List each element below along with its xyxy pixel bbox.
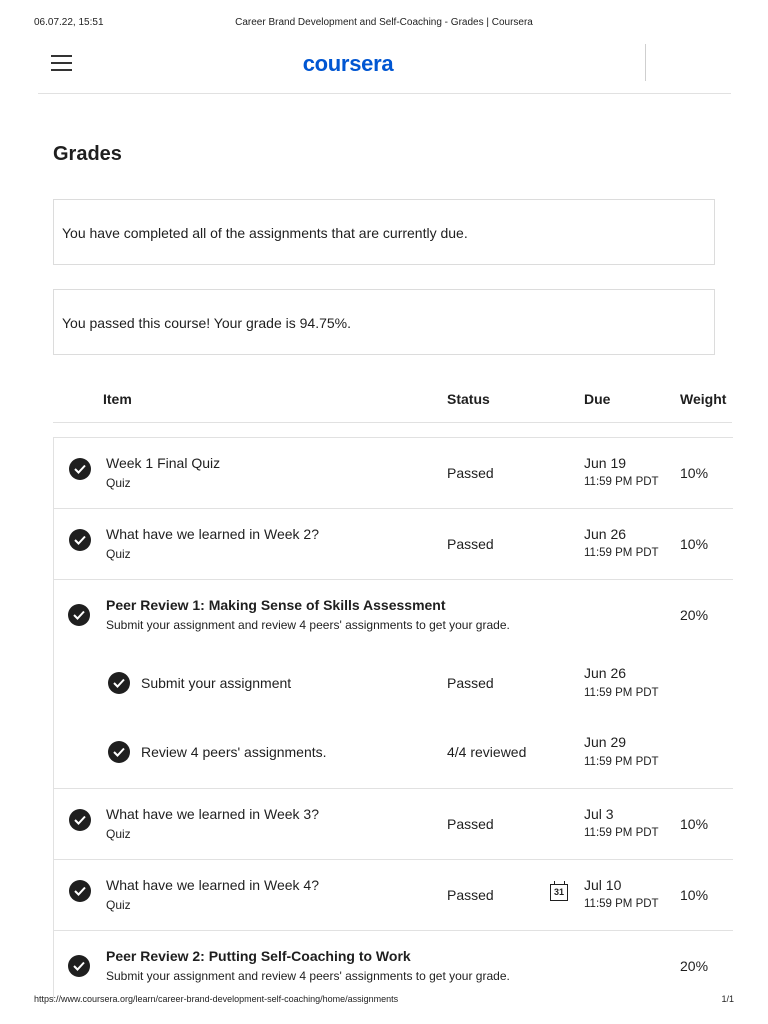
item-weight: 10% — [680, 536, 709, 552]
table-row-peer-review[interactable] — [54, 580, 733, 789]
due-date: Jun 26 — [584, 526, 627, 542]
item-description: Submit your assignment and review 4 peers' assignments to get your grade. — [106, 969, 510, 983]
item-link[interactable]: What have we learned in Week 2? — [106, 526, 319, 542]
item-link[interactable]: Peer Review 1: Making Sense of Skills Assessment — [106, 597, 446, 613]
print-header — [0, 17, 768, 31]
check-circle-icon — [69, 529, 91, 551]
nav-divider — [645, 44, 646, 81]
print-datetime: 06.07.22, 15:51 — [34, 17, 104, 28]
table-row-peer-review[interactable] — [54, 931, 733, 1001]
page-title: Grades — [53, 143, 122, 165]
item-weight: 20% — [680, 958, 709, 974]
print-page-title: Career Brand Development and Self-Coaching - Grades | Coursera — [235, 17, 533, 28]
item-weight: 20% — [680, 607, 709, 623]
check-circle-icon — [68, 604, 90, 626]
item-status: Passed — [447, 887, 494, 903]
due-date: Jun 19 — [584, 455, 627, 471]
subitem-link[interactable]: Review 4 peers' assignments. — [141, 744, 327, 760]
item-status: Passed — [447, 816, 494, 832]
item-weight: 10% — [680, 816, 709, 832]
table-row[interactable] — [54, 438, 733, 509]
item-link[interactable]: What have we learned in Week 3? — [106, 806, 319, 822]
check-circle-icon — [69, 458, 91, 480]
item-weight: 10% — [680, 887, 709, 903]
grades-table — [53, 437, 733, 1001]
subitem-status: Passed — [447, 675, 494, 691]
due-date: Jun 26 — [584, 665, 627, 681]
subitem-link[interactable]: Submit your assignment — [141, 675, 292, 691]
check-circle-icon — [108, 672, 130, 694]
due-time: 11:59 PM PDT — [584, 827, 659, 839]
table-row[interactable] — [54, 860, 733, 931]
check-circle-icon — [108, 741, 130, 763]
table-row[interactable] — [54, 789, 733, 860]
header-item: Item — [103, 391, 132, 407]
item-status: Passed — [447, 536, 494, 552]
due-date: Jul 3 — [584, 806, 614, 822]
header-status: Status — [447, 391, 490, 407]
grades-table-header — [53, 380, 732, 423]
check-circle-icon — [69, 809, 91, 831]
header-due: Due — [584, 391, 611, 407]
due-time: 11:59 PM PDT — [584, 687, 659, 699]
table-row[interactable] — [54, 509, 733, 580]
subitem-status: 4/4 reviewed — [447, 744, 527, 760]
item-type: Quiz — [106, 898, 131, 912]
item-weight: 10% — [680, 465, 709, 481]
item-description: Submit your assignment and review 4 peers' assignments to get your grade. — [106, 618, 510, 632]
subitem-row[interactable] — [54, 718, 733, 788]
due-time: 11:59 PM PDT — [584, 898, 659, 910]
due-time: 11:59 PM PDT — [584, 547, 659, 559]
calendar-icon[interactable]: 31 — [550, 884, 568, 901]
pass-notice: You passed this course! Your grade is 94.75%. — [53, 289, 715, 355]
check-circle-icon — [69, 880, 91, 902]
due-date: Jul 10 — [584, 877, 622, 893]
completion-notice: You have completed all of the assignments that are currently due. — [53, 199, 715, 265]
item-link[interactable]: What have we learned in Week 4? — [106, 877, 319, 893]
due-date: Jun 29 — [584, 734, 627, 750]
due-time: 11:59 PM PDT — [584, 476, 659, 488]
coursera-logo[interactable]: coursera — [302, 51, 394, 76]
item-type: Quiz — [106, 547, 131, 561]
item-link[interactable]: Week 1 Final Quiz — [106, 455, 221, 471]
print-page-number: 1/1 — [721, 994, 734, 1004]
item-type: Quiz — [106, 827, 131, 841]
item-link[interactable]: Peer Review 2: Putting Self-Coaching to Work — [106, 948, 411, 964]
top-navbar — [38, 40, 731, 94]
check-circle-icon — [68, 955, 90, 977]
due-time: 11:59 PM PDT — [584, 756, 659, 768]
print-footer — [0, 994, 768, 1008]
print-url: https://www.coursera.org/learn/career-brand-development-self-coaching/home/assignments — [34, 994, 399, 1004]
subitem-row[interactable] — [54, 649, 733, 719]
item-type: Quiz — [106, 476, 131, 490]
header-weight: Weight — [680, 391, 727, 407]
item-status: Passed — [447, 465, 494, 481]
